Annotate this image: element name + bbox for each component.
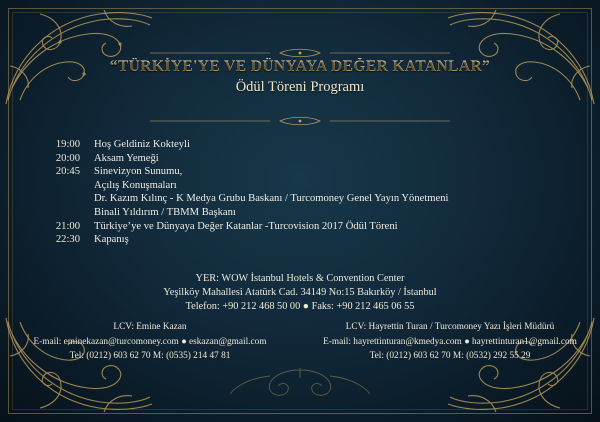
program-row [38,165,562,179]
venue-block [0,272,600,314]
program-list [38,138,562,247]
contact-phone: Tel: (0212) 603 62 70 M: (0535) 214 47 81 [69,351,231,361]
contact-name: LCV: Emine Kazan [113,322,187,332]
contact-phone: Tel: (0212) 603 62 70 M: (0532) 292 55 29 [369,351,531,361]
program-text: Sinevizyon Sunumu, [94,166,183,178]
divider-top [150,48,450,58]
program-time: 20:00 [55,152,80,164]
contact-left [0,320,300,363]
program-row [38,152,562,166]
venue-name: YER: WOW İstanbul Hotels & Convention Center [195,273,405,284]
program-time: 19:00 [55,139,80,150]
venue-address: Yeşilköy Mahallesi Atatürk Cad. 34149 No:15 Bakırköy / İstanbul [163,287,437,298]
program-text: Açılış Konuşmaları [94,179,177,191]
contact-email[interactable]: E-mail: eminekazan@turcomoney.com ● eskazan@gmail.com [33,337,267,347]
program-row [38,192,562,206]
program-row [38,233,562,247]
title-block [0,58,600,96]
program-row [38,220,562,234]
program-text: Hoş Geldiniz Kokteyli [94,139,190,150]
contacts-block [0,320,600,363]
program-text: Aksam Yemeği [94,152,159,164]
program-row [38,138,562,152]
program-time: 21:00 [55,220,80,232]
page-subtitle: Ödül Töreni Programı [235,79,365,95]
venue-phone: Telefon: +90 212 468 50 00 ● Faks: +90 212 465 06 55 [185,301,415,312]
program-row [38,206,562,220]
program-time: 20:45 [55,166,80,178]
page-title: “TÜRKİYE'YE VE DÜNYAYA DEĞER KATANLAR” [0,58,600,76]
program-text: Dr. Kazım Kılınç - K Medya Grubu Baskanı / Turcomoney Genel Yayın Yönetmeni [94,193,449,205]
contact-right [300,320,600,363]
contact-name: LCV: Hayrettin Turan / Turcomoney Yazı İşleri Müdürü [345,322,555,332]
contact-email[interactable]: E-mail: hayrettinturan@kmedya.com ● hayrettinturan1@gmail.com [323,337,577,347]
program-text: Kapanış [94,234,129,246]
program-row [38,179,562,193]
bottom-flourish-icon [170,366,430,400]
program-text: Türkiye’ye ve Dünyaya Değer Katanlar -Turcovision 2017 Ödül Töreni [94,220,398,232]
program-text: Binali Yıldırım / TBMM Başkanı [94,206,236,218]
program-time: 22:30 [55,234,80,246]
divider-under-title [150,116,450,126]
